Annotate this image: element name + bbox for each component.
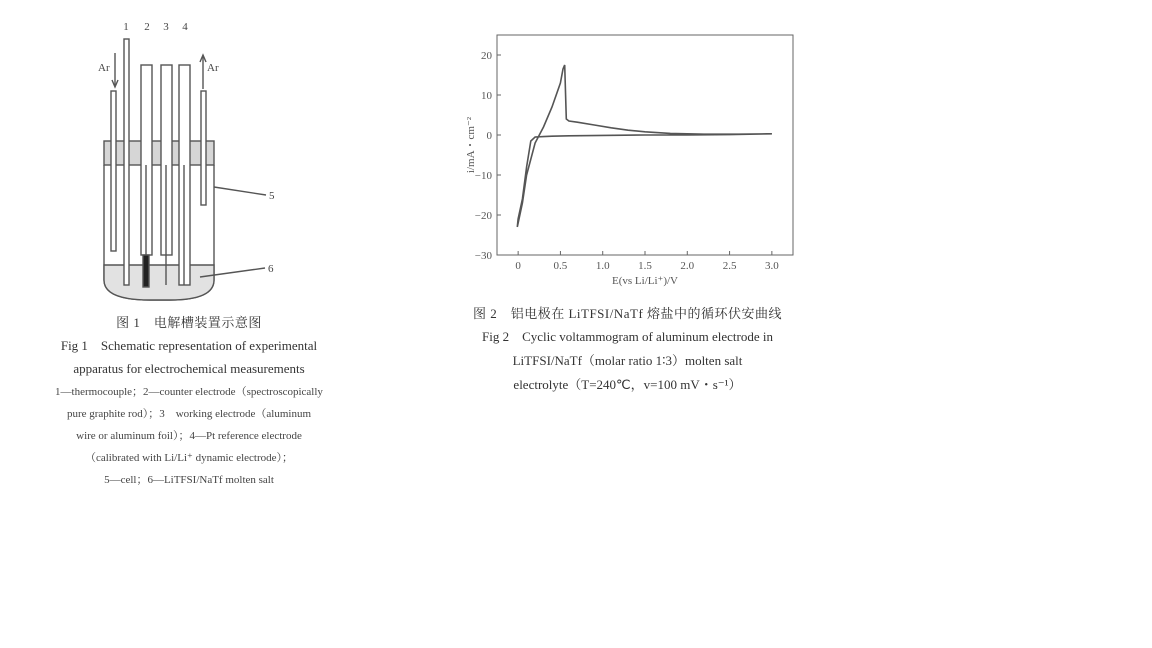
figure1-legend-line: pure graphite rod）；3 working electrode（aluminum — [66, 408, 312, 420]
x-tick-label: 2.0 — [680, 260, 695, 272]
figure2-caption-en-line1: Fig 2 Cyclic voltammogram of aluminum electrode in — [482, 329, 773, 344]
thermocouple — [124, 39, 129, 285]
x-axis — [515, 251, 779, 272]
cv-chart — [460, 28, 800, 290]
label-counter-electrode-number: 2 — [144, 21, 150, 33]
figure2-caption-en-line2: LiTFSI/NaTf（molar ratio 1∶3）molten salt — [512, 353, 743, 368]
figure1-caption-en — [14, 334, 364, 380]
y-tick-label: −20 — [474, 210, 492, 222]
y-axis-label: i/mA・cm⁻² — [465, 116, 477, 174]
y-tick-label: 20 — [481, 50, 492, 62]
apparatus-schematic — [90, 15, 330, 305]
label-reference-electrode-number: 4 — [182, 21, 188, 33]
ar-outlet-tube — [201, 91, 206, 205]
y-tick-label: −30 — [474, 250, 492, 262]
label-thermocouple-number: 1 — [123, 21, 129, 33]
x-axis-label: E(vs Li/Li⁺)/V — [612, 275, 678, 287]
cell-lid — [104, 141, 214, 165]
y-tick-label: 0 — [486, 130, 492, 142]
figure1-legend-line: 5—cell；6—LiTFSI/NaTf molten salt — [104, 474, 274, 486]
figure1-legend-line: wire or aluminum foil）；4—Pt reference electrode — [76, 430, 302, 442]
x-tick-label: 1.5 — [638, 260, 652, 272]
y-tick-label: 10 — [481, 90, 492, 102]
x-tick-label: 1.0 — [595, 260, 610, 272]
label-ar-outlet: Ar — [207, 62, 219, 74]
x-tick-label: 0.5 — [553, 260, 568, 272]
x-tick-label: 0 — [515, 260, 521, 272]
x-tick-label: 2.5 — [722, 260, 737, 272]
counter-electrode-tip — [143, 255, 149, 287]
label-ar-inlet: Ar — [98, 62, 110, 74]
cv-series-line — [517, 65, 772, 227]
figure1-caption-en-line2: apparatus for electrochemical measurements — [73, 361, 305, 376]
label-salt-number: 6 — [268, 263, 274, 275]
figure1-legend-line: 1—thermocouple；2—counter electrode（spectroscopically — [55, 386, 323, 398]
ar-inlet-tube — [111, 91, 116, 251]
y-tick-label: −10 — [474, 170, 492, 182]
molten-salt — [104, 265, 214, 300]
figure2-caption-cn: 图 2 铝电极在 LiTFSI/NaTf 熔盐中的循环伏安曲线 — [472, 306, 783, 321]
x-tick-label: 3.0 — [764, 260, 779, 272]
figure1-legend — [6, 381, 372, 491]
figure1-caption-cn: 图 1 电解槽装置示意图 — [116, 315, 262, 330]
cell-callout-line — [214, 187, 266, 195]
label-cell-number: 5 — [269, 190, 275, 202]
label-working-electrode-number: 3 — [163, 21, 169, 33]
plot-frame — [497, 35, 793, 255]
figure1-caption-en-line1: Fig 1 Schematic representation of experimental — [60, 338, 318, 353]
figure1-legend-line: （calibrated with Li/Li⁺ dynamic electrode）； — [84, 452, 293, 464]
figure2-caption-en-line3: electrolyte（T=240℃，v=100 mV・s⁻¹） — [513, 377, 742, 392]
